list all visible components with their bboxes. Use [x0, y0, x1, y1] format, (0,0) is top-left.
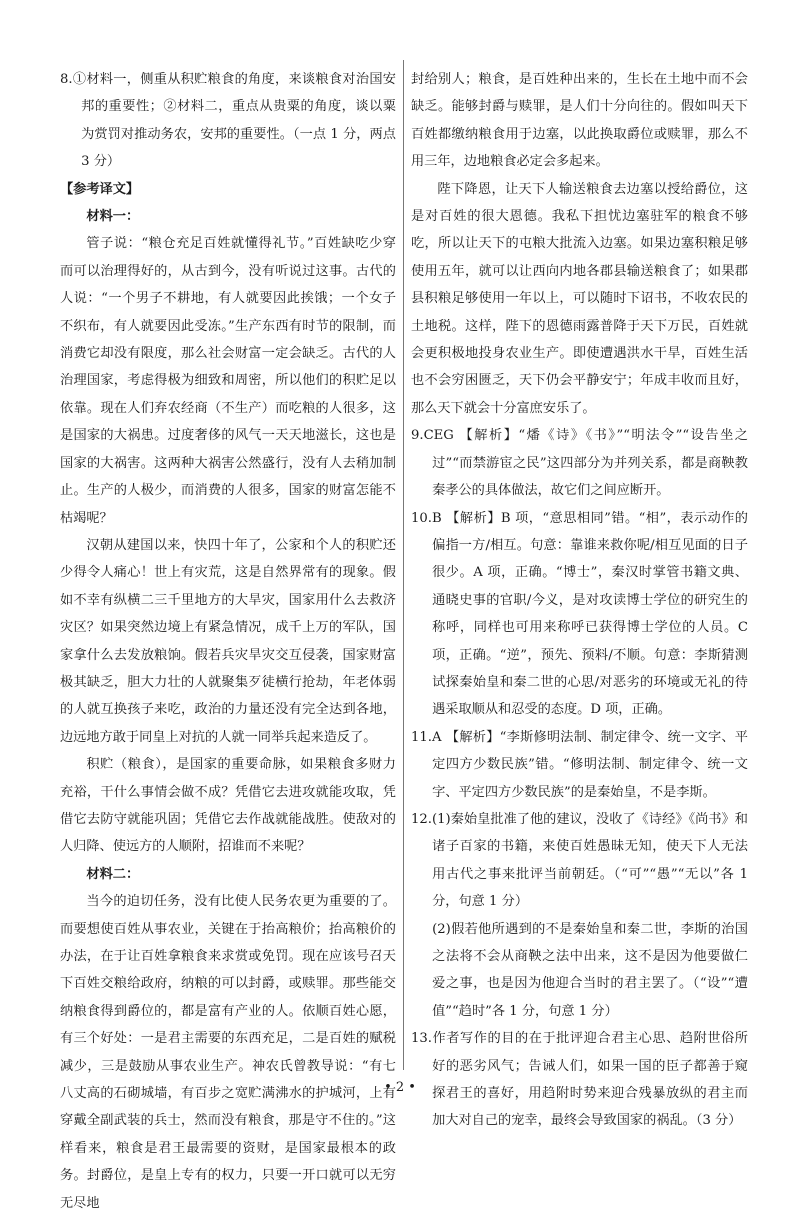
- answer-9: 9.CEG 【解析】“燔《诗》《书》”“明法令”“设告坐之过”“而禁游宦之民”这四部分为并列关系，都是商鞅教秦孝公的具体做法，故它们之间应断开。: [411, 428, 748, 499]
- answer-12-part-1: 12.(1)秦始皇批准了他的建议，没收了《诗经》《尚书》和诸子百家的书籍，来使百姓愚昧无知，使天下人无法用古代之事来批评当前朝廷。（“可”“愚”“无以”各 1 分，句意 1 分）: [411, 811, 748, 910]
- answer-13: 13.作者写作的目的在于批评迎合君主心思、趋附世俗所好的恶劣风气；告诫人们，如果一国的臣子都善于窥探君王的喜好，用趋附时势来迎合残暴放纵的君主而加大对自己的宠幸，最终会导致国家的祸乱。（3 分）: [411, 1031, 748, 1129]
- material-1-paragraph-3: 积贮（粮食），是国家的重要命脉，如果粮食多财力充裕，干什么事情会做不成？凭借它去进攻就能攻取，凭借它去防守就能巩固；凭借它去作战就能战胜。使敌对的人归降、使远方的人顺附，招谁而不来呢？: [60, 757, 396, 855]
- material-1-title: 材料一：: [86, 209, 140, 225]
- answer-12-part-2: (2)假若他所遇到的不是秦始皇和秦二世，李斯的治国之法将不会从商鞅之法中出来，这不是因为他要做仁爱之事，也是因为他迎合当时的君主罢了。（“设”“遭值”“趋时”各 1 分，句意 1 分）: [432, 921, 748, 1019]
- right-column: [411, 66, 748, 1135]
- material-1-paragraph-1: 管子说：“粮仓充足百姓就懂得礼节。”百姓缺吃少穿而可以治理得好的，从古到今，没有听说过这事。古代的人说：“一个男子不耕地，有人就要因此挨饿；一个女子不织布，有人就要因此受冻。”生产东西有时节的限制，而消费它却没有限度，那么社会财富一定会缺乏。古代的人治理国家，考虑得极为细致和周密，所以他们的积贮足以依靠。现在人们弃农经商（不生产）而吃粮的人很多，这是国家的大祸患。过度奢侈的风气一天天地滋长，这也是国家的大祸害。这两种大祸害公然盛行，没有人去稍加制止。生产的人极少，而消费的人很多，国家的财富怎能不枯竭呢？: [60, 236, 396, 526]
- answer-11: 11.A 【解析】“李斯修明法制、制定律令、统一文字、平定四方少数民族”错。“修明法制、制定律令、统一文字、平定四方少数民族”的是秦始皇，不是李斯。: [411, 729, 748, 800]
- page-number: • 2 •: [384, 1080, 416, 1095]
- column-divider: [403, 60, 404, 1070]
- material-1-paragraph-2: 汉朝从建国以来，快四十年了，公家和个人的积贮还少得令人痛心！世上有灾荒，这是自然界常有的现象。假如不幸有纵横二三千里地方的大旱灾，国家用什么去救济灾区？如果突然边境上有紧急情况，成千上万的军队，国家拿什么去发放粮饷。假若兵灾旱灾交互侵袭，国家财富极其缺乏，胆大力壮的人就聚集歹徒横行抢劫，年老体弱的人就互换孩子来吃，政治的力量还没有完全达到各地，边远地方敢于同皇上对抗的人就一同举兵起来造反了。: [60, 537, 396, 745]
- material-2-paragraph-1-continued: 封给别人；粮食，是百姓种出来的，生长在土地中而不会缺乏。能够封爵与赎罪，是人们十分向往的。假如叫天下百姓都缴纳粮食用于边塞，以此换取爵位或赎罪，那么不用三年，边地粮食必定会多起来。: [411, 72, 748, 170]
- material-2-paragraph-2: 陛下降恩，让天下人输送粮食去边塞以授给爵位，这是对百姓的很大恩德。我私下担忧边塞驻军的粮食不够吃，所以让天下的屯粮大批流入边塞。如果边塞积粮足够使用五年，就可以让西向内地各郡县输送粮食了；如果郡县积粮足够使用一年以上，可以随时下诏书，不收农民的土地税。这样，陛下的恩德雨露普降于天下万民，百姓就会更积极地投身农业生产。即使遭遇洪水干旱，百姓生活也不会穷困匮乏，天下仍会平静安宁；年成丰收而且好，那么天下就会十分富庶安乐了。: [411, 181, 748, 416]
- material-2-paragraph-1: 当今的迫切任务，没有比使人民务农更为重要的了。而要想使百姓从事农业，关键在于抬高粮价；抬高粮价的办法，在于让百姓拿粮食来求赏或免罚。现在应该号召天下百姓交粮给政府，纳粮的可以封爵，或赎罪。那些能交纳粮食得到爵位的，都是富有产业的人。依顺百姓心愿，有三个好处：一是君主需要的东西充足，二是百姓的赋税减少，三是鼓励从事农业生产。神农氏曾教导说：“有七八丈高的石砌城墙，有百步之宽贮满沸水的护城河，上有穿戴全副武装的兵士，然而没有粮食，那是守不住的。”这样看来，粮食是君王最需要的资财，是国家最根本的政务。封爵位，是皇上专有的权力，只要一开口就可以无穷无尽地: [60, 894, 396, 1211]
- left-column: [60, 66, 396, 1217]
- material-2-title: 材料二：: [86, 866, 140, 882]
- translation-heading: 【参考译文】: [60, 181, 140, 197]
- answer-8: 8.①材料一，侧重从积贮粮食的角度，来谈粮食对治国安邦的重要性；②材料二，重点从贵粟的角度，谈以粟为赏罚对推动务农，安邦的重要性。（一点 1 分，两点 3 分）: [60, 72, 396, 170]
- answer-10: 10.B 【解析】B 项，“意思相同”错。“相”，表示动作的偏指一方/相互。句意：靠谁来救你呢/相互见面的日子很少。A 项，正确。“博士”，秦汉时掌管书籍文典、通晓史事的官职/今义，是对攻读博士学位的研究生的称呼，同样也可用来称呼已获得博士学位的人员。C 项，正确。“逆”，预先、预料/不顺。句意：李斯猜测试探秦始皇和秦二世的心思/对恶劣的环境或无礼的待遇采取顺从和忍受的态度。D 项，正确。: [411, 510, 748, 718]
